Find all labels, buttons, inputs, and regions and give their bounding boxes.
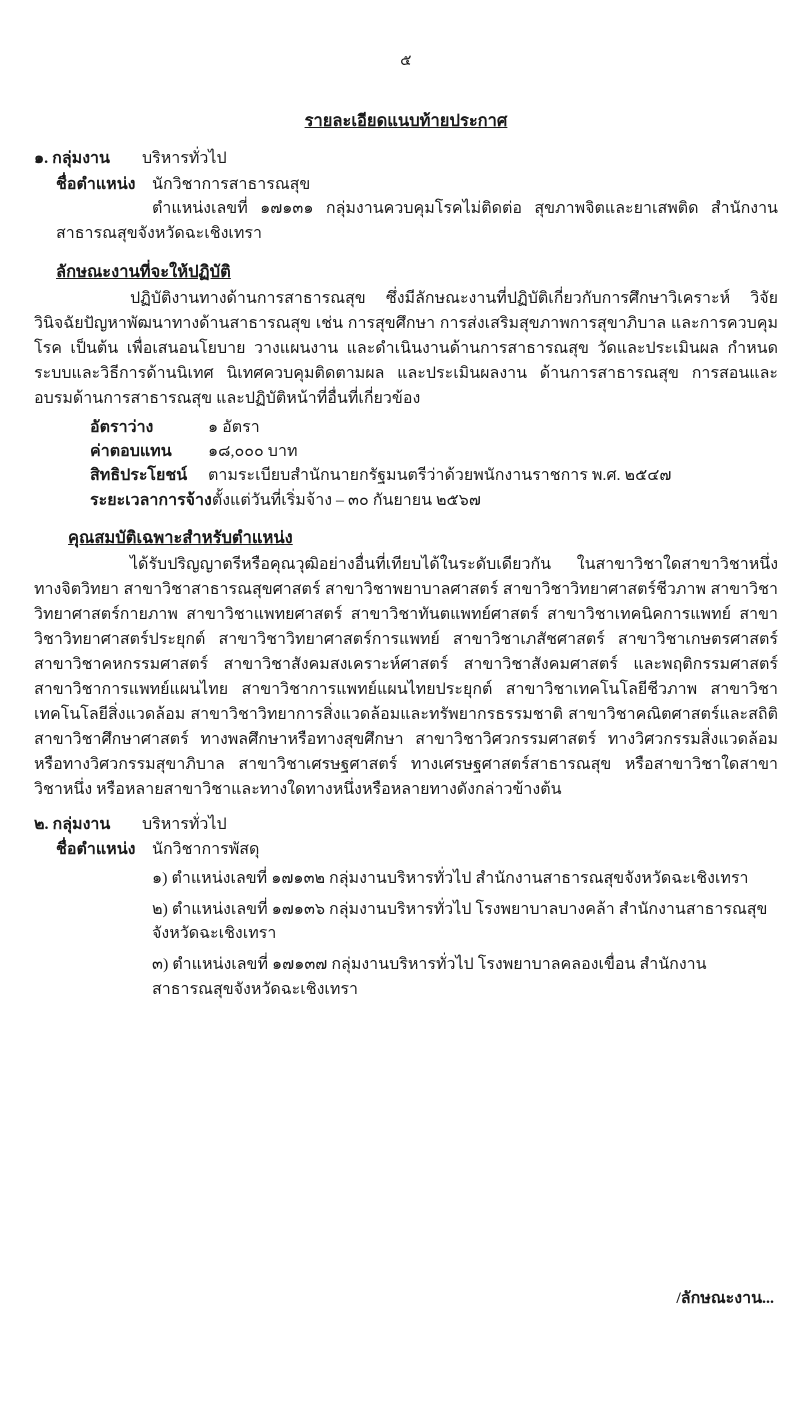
field-value-salary: ๑๘,๐๐๐ บาท — [208, 443, 298, 461]
field-value-benefits: ตามระเบียบสำนักนายกรัฐมนตรีว่าด้วยพนักงานราชการ พ.ศ. ๒๕๔๗ — [208, 467, 672, 485]
qualification-heading: คุณสมบัติเฉพาะสำหรับตำแหน่ง — [68, 528, 293, 548]
field-row-duration — [34, 489, 778, 513]
position-detail-1: ตำแหน่งเลขที่ ๑๗๑๓๑ กลุ่มงานควบคุมโรคไม่ติดต่อ สุขภาพจิตและยาเสพติด สำนักงานสาธารณสุขจังหวัดฉะเชิงเทรา — [56, 200, 778, 243]
field-value-vacancy: ๑ อัตรา — [208, 418, 260, 436]
field-row-benefits — [34, 464, 778, 488]
position-row-1 — [34, 172, 778, 198]
position-value-1: นักวิชาการสาธารณสุข — [152, 175, 311, 193]
group-row-1 — [34, 146, 778, 172]
group-label-1: ๑. กลุ่มงาน — [34, 150, 110, 167]
duties-body: ปฏิบัติงานทางด้านการสาธารณสุข ซึ่งมีลักษณะงานที่ปฏิบัติเกี่ยวกับการศึกษาวิเคราะห์ วิจัย วินิจฉัยปัญหาพัฒนาทางด้านสาธารณสุข เช่น การสุขศึกษา การส่งเสริมสุขภาพการสุขาภิบาล และการควบคุมโรค เป็นต้น เพื่อเสนอนโยบาย วางแผนงาน และดำเนินงานด้านการสาธารณสุข วัดและประเมินผล กำหนดระบบและวิธีการด้านนิเทศ นิเทศควบคุมติดตามผล และประเมินผลงาน ด้านการสาธารณสุข การสอนและอบรมด้านการสาธารณสุข และปฏิบัติหน้าที่อื่นที่เกี่ยวข้อง — [34, 290, 778, 407]
position-value-2: นักวิชาการพัสดุ — [152, 841, 260, 859]
group-label-2: ๒. กลุ่มงาน — [34, 815, 111, 833]
section-group-2 — [34, 812, 778, 1003]
field-row-salary — [34, 440, 778, 464]
field-label-salary: ค่าตอบแทน — [90, 443, 172, 461]
list-item: ๑) ตำแหน่งเลขที่ ๑๗๑๓๒ กลุ่มงานบริหารทั่วไป สำนักงานสาธารณสุขจังหวัดฉะเชิงเทรา — [152, 869, 749, 887]
document-content — [34, 48, 778, 1009]
position-row-2 — [34, 837, 778, 863]
position-label-2: ชื่อตำแหน่ง — [56, 841, 136, 859]
page-title: รายละเอียดแนบท้ายประกาศ — [304, 111, 508, 130]
group-value-2: บริหารทั่วไป — [142, 815, 227, 833]
duties-heading: ลักษณะงานที่จะให้ปฏิบัติ — [56, 262, 231, 282]
page-number: ๕ — [400, 53, 412, 69]
footer-continuation-note: /ลักษณะงาน... — [676, 1290, 774, 1307]
field-label-benefits: สิทธิประโยชน์ — [90, 467, 188, 485]
field-row-vacancy — [34, 416, 778, 440]
section-group-1 — [34, 146, 778, 803]
group-value-1: บริหารทั่วไป — [142, 150, 227, 167]
group-row-2 — [34, 812, 778, 838]
position-list-2 — [34, 867, 778, 1003]
field-label-duration: ระยะเวลาการจ้าง — [90, 491, 212, 509]
list-item: ๒) ตำแหน่งเลขที่ ๑๗๑๓๖ กลุ่มงานบริหารทั่วไป โรงพยาบาลบางคล้า สำนักงานสาธารณสุขจังหวัดฉะเชิงเทรา — [152, 900, 768, 943]
field-value-duration: ตั้งแต่วันที่เริ่มจ้าง – ๓๐ กันยายน ๒๕๖๗ — [211, 491, 481, 509]
position-label-1: ชื่อตำแหน่ง — [56, 175, 136, 193]
qualification-body: ได้รับปริญญาตรีหรือคุณวุฒิอย่างอื่นที่เทียบได้ในระดับเดียวกัน ในสาขาวิชาใดสาขาวิชาหนึ่งทางจิตวิทยา สาขาวิชาสาธารณสุขศาสตร์ สาขาวิชาพยาบาลศาสตร์ สาขาวิชาวิทยาศาสตร์ชีวภาพ สาขาวิชาวิทยาศาสตร์กายภาพ สาขาวิชาแพทยศาสตร์ สาขาวิชาทันตแพทย์ศาสตร์ สาขาวิชาเทคนิคการแพทย์ สาขาวิชาวิทยาศาสตร์ประยุกต์ สาขาวิชาวิทยาศาสตร์การแพทย์ สาขาวิชาเภสัชศาสตร์ สาขาวิชาเกษตรศาสตร์ สาขาวิชาคหกรรมศาสตร์ สาขาวิชาสังคมสงเคราะห์ศาสตร์ สาขาวิชาสังคมศาสตร์ และพฤติกรรมศาสตร์ สาขาวิชาการแพทย์แผนไทย สาขาวิชาการแพทย์แผนไทยประยุกต์ สาขาวิชาเทคโนโลยีชีวภาพ สาขาวิชาเทคโนโลยีสิ่งแวดล้อม สาขาวิชาวิทยาการสิ่งแวดล้อมและทรัพยากรธรรมชาติ สาขาวิชาคณิตศาสตร์และสถิติ สาขาวิชาศึกษาศาสตร์ ทางพลศึกษาหรือทางสุขศึกษา สาขาวิชาวิศวกรรมศาสตร์ ทางวิศวกรรมสิ่งแวดล้อม หรือทางวิศวกรรมสุขาภิบาล สาขาวิชาเศรษฐศาสตร์ ทางเศรษฐศาสตร์สาธารณสุข หรือสาขาวิชาใดสาขาวิชาหนึ่ง หรือหลายสาขาวิชาและทางใดทางหนึ่งหรือหลายทางดังกล่าวข้างต้น — [34, 556, 778, 798]
field-label-vacancy: อัตราว่าง — [90, 418, 154, 436]
list-item: ๓) ตำแหน่งเลขที่ ๑๗๑๓๗ กลุ่มงานบริหารทั่วไป โรงพยาบาลคลองเขื่อน สำนักงานสาธารณสุขจังหวัดฉะเชิงเทรา — [152, 956, 707, 999]
